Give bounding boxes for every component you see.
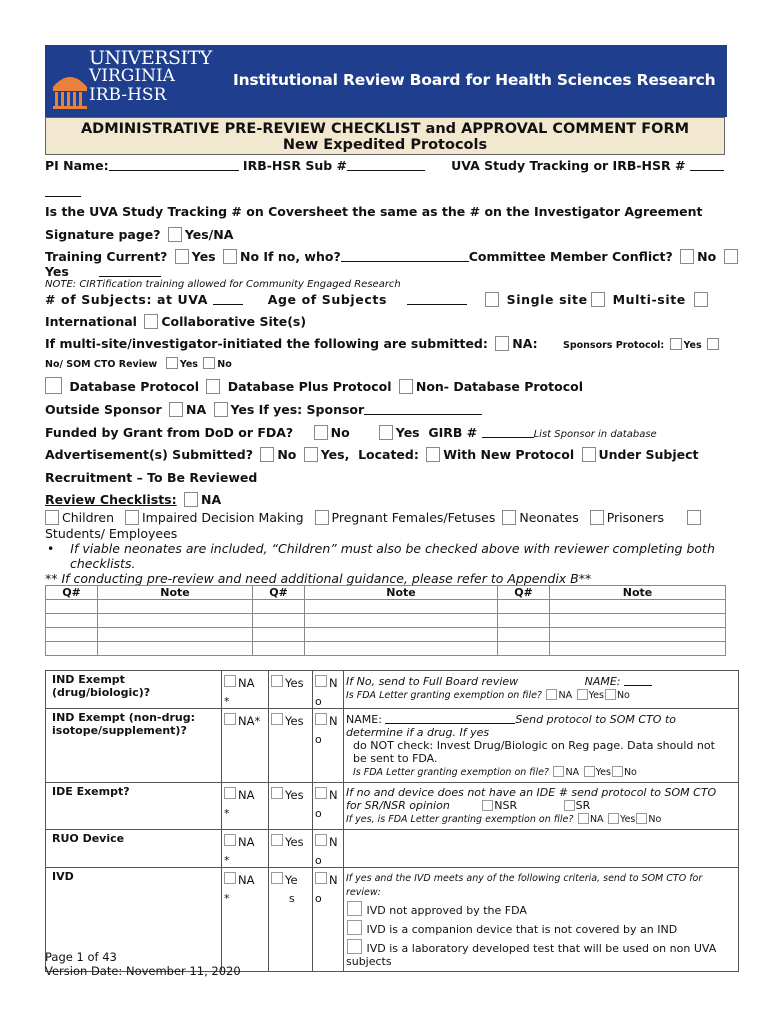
pi-line <box>45 158 724 173</box>
ivd-yes-label: Ye <box>285 873 298 887</box>
ide-desc-line1b: for SR/NSR opinion <box>346 799 450 812</box>
ivd-na-label: NA <box>238 873 255 887</box>
ide-no-checkbox[interactable] <box>315 787 327 799</box>
note-cell[interactable] <box>253 600 305 614</box>
table-row <box>46 642 726 656</box>
ruo-na-star: * <box>224 854 230 867</box>
note-cell[interactable] <box>46 600 98 614</box>
outside-yes-label: Yes If yes: Sponsor <box>230 402 365 417</box>
children-label: Children <box>62 510 115 525</box>
nondrug-name-field[interactable] <box>385 712 515 724</box>
nondrug-fda-na-label: NA <box>565 767 580 778</box>
nondrug-yes-cell <box>269 709 313 783</box>
multisite-question: If multi-site/investigator-initiated the following are submitted: <box>45 336 488 351</box>
ind-yes-cell <box>269 671 313 709</box>
single-site-label: Single site <box>506 292 588 307</box>
ivd-yes-label-cont: s <box>289 892 295 905</box>
ivd-desc-line1b: review: <box>346 887 381 898</box>
database-row <box>45 377 583 394</box>
ind-na-cell <box>222 671 269 709</box>
ivd-criteria-1-checkbox[interactable] <box>347 901 362 916</box>
ide-yes-label: Yes <box>285 788 304 802</box>
multi-site-label: Multi-site <box>612 292 686 307</box>
note-cell[interactable] <box>498 614 550 628</box>
yes-na-label: Yes/NA <box>184 227 234 242</box>
training-no-label: No If no, who? <box>239 249 341 264</box>
signature-page-label: Signature page? <box>45 227 161 242</box>
international-row <box>45 314 306 329</box>
bullet-neonates <box>47 541 715 556</box>
note-cell[interactable] <box>550 600 726 614</box>
ind-fda-no-label: No <box>616 690 630 701</box>
nondrug-no-checkbox[interactable] <box>315 713 327 725</box>
pregnant-checkbox[interactable] <box>315 510 329 525</box>
header-q: Q# <box>498 586 550 600</box>
training-row <box>45 249 741 264</box>
ruo-yes-cell <box>269 830 313 868</box>
ruo-device-label: RUO Device <box>46 830 222 868</box>
ruo-na-checkbox[interactable] <box>224 834 236 846</box>
review-na-checkbox[interactable] <box>184 492 198 507</box>
students-label: Students/ Employees <box>45 526 178 541</box>
table-row <box>46 709 739 783</box>
ind-desc-line1: If No, send to Full Board review <box>346 675 519 688</box>
logo-text-irb: IRB-HSR <box>89 85 167 105</box>
bullet-icon: • <box>47 541 55 556</box>
som-yes-label: Yes <box>179 359 198 370</box>
nondrug-fda-question: Is FDA Letter granting exemption on file? <box>353 767 549 778</box>
located-label: Located: <box>358 447 419 462</box>
funded-no-label: No <box>330 425 350 440</box>
funded-yes-label: Yes <box>395 425 420 440</box>
table-row <box>46 783 739 830</box>
nondrug-desc-line2: do NOT check: Invest Drug/Biologic on Reg page. Data should not <box>353 739 715 752</box>
note-cirt: NOTE: CIRTification training allowed for Community Engaged Research <box>45 279 401 290</box>
logo-text-virginia: VIRGINIA <box>89 66 175 86</box>
ivd-criteria-1-label: IVD not approved by the FDA <box>366 904 527 917</box>
age-subjects-label: Age of Subjects <box>267 292 388 307</box>
page-number: Page 1 of 43 <box>45 950 117 964</box>
ide-desc <box>344 783 739 830</box>
ivd-desc <box>344 868 739 972</box>
adv-yes-checkbox[interactable] <box>304 447 318 462</box>
students-checkbox[interactable] <box>687 510 701 525</box>
note-cell[interactable] <box>498 642 550 656</box>
ind-no-cell <box>313 671 344 709</box>
impaired-checkbox[interactable] <box>125 510 139 525</box>
database-protocol-checkbox[interactable] <box>45 377 62 394</box>
database-plus-label: Database Plus Protocol <box>227 379 392 394</box>
girb-label: GIRB # <box>428 425 478 440</box>
note-cell[interactable] <box>98 642 253 656</box>
irb-sub-field[interactable] <box>347 159 425 171</box>
note-cell[interactable] <box>98 600 253 614</box>
header-note: Note <box>550 586 726 600</box>
signature-page-checkbox[interactable] <box>168 227 182 242</box>
nondrug-yes-label: Yes <box>285 714 304 728</box>
training-who-field[interactable] <box>341 250 469 262</box>
nondrug-desc-line1b: determine if a drug. If yes <box>346 726 490 739</box>
nondrug-fda-no-checkbox[interactable] <box>612 766 623 777</box>
collab-sites-checkbox[interactable] <box>144 314 158 329</box>
ivd-no-label: N <box>329 873 338 887</box>
ivd-criteria-3-checkbox[interactable] <box>347 939 362 954</box>
conflict-yes-checkbox[interactable] <box>724 249 738 264</box>
ide-fda-no-label: No <box>648 814 662 825</box>
ide-yes-checkbox[interactable] <box>271 787 283 799</box>
nondrug-fda-yes-label: Yes <box>595 767 611 778</box>
ide-desc-line1: If no and device does not have an IDE # send protocol to SOM CTO <box>346 786 717 799</box>
ind-fda-yes-label: Yes <box>588 690 604 701</box>
ivd-criteria-3-label: IVD is a laboratory developed test that will be used on non UVA <box>366 942 717 955</box>
with-new-protocol-label: With New Protocol <box>443 447 575 462</box>
ivd-criteria-3-label-cont: subjects <box>346 955 392 968</box>
nondrug-name-label: NAME: <box>346 713 382 726</box>
advertisements-label: Advertisement(s) Submitted? <box>45 447 253 462</box>
nondrug-na-cell <box>222 709 269 783</box>
table-row <box>46 614 726 628</box>
pregnant-label: Pregnant Females/Fetuses <box>331 510 496 525</box>
multisite-na-checkbox[interactable] <box>495 336 509 351</box>
training-no-checkbox[interactable] <box>223 249 237 264</box>
ind-fda-question: Is FDA Letter granting exemption on file? <box>346 690 542 701</box>
checklist-options-row <box>45 510 704 525</box>
ind-na-star: * <box>224 695 230 708</box>
girb-field[interactable] <box>482 426 534 438</box>
uva-tracking-field-cont[interactable] <box>45 181 81 200</box>
nondrug-desc-line1: Send protocol to SOM CTO to <box>515 713 676 726</box>
ind-yes-checkbox[interactable] <box>271 675 283 687</box>
conflict-yes-label: Yes <box>45 264 69 279</box>
with-new-protocol-checkbox[interactable] <box>426 447 440 462</box>
table-row <box>46 671 739 709</box>
ind-name-label: NAME: <box>584 675 621 688</box>
ide-exempt-label: IDE Exempt? <box>46 783 222 830</box>
bullet-text: If viable neonates are included, “Children” must also be checked above with reviewer completing both <box>70 541 715 556</box>
children-checkbox[interactable] <box>45 510 59 525</box>
ind-fda-yes-checkbox[interactable] <box>577 689 588 700</box>
rotunda-logo-icon <box>51 67 89 109</box>
ide-na-star: * <box>224 807 230 820</box>
adv-no-checkbox[interactable] <box>260 447 274 462</box>
multi-site-checkbox[interactable] <box>591 292 605 307</box>
ind-no-label-cont: o <box>315 695 322 708</box>
ruo-no-cell <box>313 830 344 868</box>
q-tracking-same: Is the UVA Study Tracking # on Coversheet the same as the # on the Investigator Agreement <box>45 204 703 219</box>
note-cell[interactable] <box>550 628 726 642</box>
blank-line <box>99 265 161 277</box>
note-cell[interactable] <box>498 600 550 614</box>
ivd-na-star: * <box>224 892 230 905</box>
funded-yes-checkbox[interactable] <box>379 425 393 440</box>
ruo-na-cell <box>222 830 269 868</box>
note-cell[interactable] <box>253 628 305 642</box>
multisite-row <box>45 336 538 351</box>
ruo-desc <box>344 830 739 868</box>
under-subject-label: Under Subject <box>598 447 699 462</box>
nondrug-na-checkbox[interactable] <box>224 713 236 725</box>
ind-yes-label: Yes <box>285 676 304 690</box>
ruo-no-label-cont: o <box>315 854 322 867</box>
ide-no-label: N <box>329 788 338 802</box>
ivd-desc-line1: If yes and the IVD meets any of the following criteria, send to SOM CTO for <box>346 873 703 884</box>
neonates-label: Neonates <box>519 510 579 525</box>
conflict-no-checkbox[interactable] <box>680 249 694 264</box>
single-site-checkbox[interactable] <box>485 292 499 307</box>
impaired-label: Impaired Decision Making <box>141 510 304 525</box>
ruo-yes-label: Yes <box>285 835 304 849</box>
ide-yes-cell <box>269 783 313 830</box>
ind-no-checkbox[interactable] <box>315 675 327 687</box>
exempt-table <box>45 670 739 972</box>
list-sponsor-note: List Sponsor in database <box>533 429 657 440</box>
som-cto-yes-checkbox[interactable] <box>166 357 178 369</box>
review-checklists-row <box>45 492 221 507</box>
prisoners-label: Prisoners <box>606 510 665 525</box>
adv-no-label: No <box>277 447 297 462</box>
sponsors-yes-label: Yes <box>683 340 702 351</box>
ivd-na-checkbox[interactable] <box>224 872 236 884</box>
note-cell[interactable] <box>305 642 498 656</box>
training-yes-checkbox[interactable] <box>175 249 189 264</box>
ind-name-field[interactable] <box>624 674 652 686</box>
recruitment-label: Recruitment – To Be Reviewed <box>45 470 258 485</box>
uva-tracking-field[interactable] <box>690 159 724 171</box>
ruo-no-checkbox[interactable] <box>315 834 327 846</box>
neonates-checkbox[interactable] <box>502 510 516 525</box>
irb-sub-label: IRB-HSR Sub # <box>242 158 348 173</box>
table-row <box>46 830 739 868</box>
header-note: Note <box>98 586 253 600</box>
training-current-label: Training Current? <box>45 249 168 264</box>
ide-no-cell <box>313 783 344 830</box>
bullet-text-cont: checklists. <box>70 556 136 571</box>
nondrug-yes-checkbox[interactable] <box>271 713 283 725</box>
note-cell[interactable] <box>46 642 98 656</box>
review-na-label: NA <box>200 492 222 507</box>
ind-na-checkbox[interactable] <box>224 675 236 687</box>
ruo-no-label: N <box>329 835 338 849</box>
header-note: Note <box>305 586 498 600</box>
som-cto-no-checkbox[interactable] <box>203 357 215 369</box>
sponsors-protocol-yes-checkbox[interactable] <box>670 338 682 350</box>
database-plus-checkbox[interactable] <box>206 379 220 394</box>
version-date: Version Date: November 11, 2020 <box>45 964 241 978</box>
note-cell[interactable] <box>253 614 305 628</box>
database-protocol-label: Database Protocol <box>69 379 199 394</box>
ind-exempt-label: IND Exempt (drug/biologic)? <box>46 671 222 709</box>
non-database-checkbox[interactable] <box>399 379 413 394</box>
table-row <box>46 600 726 614</box>
nondrug-na-label: NA* <box>238 714 261 728</box>
ide-fda-yes-label: Yes <box>620 814 636 825</box>
note-cell[interactable] <box>46 614 98 628</box>
age-subjects-field[interactable] <box>407 293 467 305</box>
ide-fda-na-checkbox[interactable] <box>578 813 589 824</box>
ide-na-checkbox[interactable] <box>224 787 236 799</box>
form-subtitle: New Expedited Protocols <box>282 137 488 153</box>
non-database-label: Non- Database Protocol <box>415 379 583 394</box>
ide-no-label-cont: o <box>315 807 322 820</box>
training-yes-label: Yes <box>191 249 216 264</box>
advertisement-row <box>45 447 699 462</box>
note-cell[interactable] <box>305 600 498 614</box>
nondrug-no-label-cont: o <box>315 733 322 746</box>
ivd-na-cell <box>222 868 269 972</box>
som-no-label: No <box>217 359 232 370</box>
ind-fda-na-checkbox[interactable] <box>546 689 557 700</box>
outside-sponsor-label: Outside Sponsor <box>45 402 162 417</box>
ivd-yes-cell <box>269 868 313 972</box>
ivd-no-checkbox[interactable] <box>315 872 327 884</box>
num-subjects-label: # of Subjects: at UVA <box>45 292 209 307</box>
note-cell[interactable] <box>98 614 253 628</box>
note-cell[interactable] <box>305 628 498 642</box>
nondrug-fda-yes-checkbox[interactable] <box>584 766 595 777</box>
header-q: Q# <box>46 586 98 600</box>
som-cto-row <box>45 357 232 370</box>
international-label: International <box>45 314 137 329</box>
form-title-box <box>45 117 725 155</box>
uva-tracking-label: UVA Study Tracking or IRB-HSR # <box>451 158 686 173</box>
funded-row <box>45 425 657 440</box>
outside-sponsor-row <box>45 402 482 417</box>
under-subject-checkbox[interactable] <box>582 447 596 462</box>
ind-na-label: NA <box>238 676 255 690</box>
appendix-note: ** If conducting pre-review and need additional guidance, please refer to Appendix B** <box>45 571 592 586</box>
conflict-no-label: No <box>697 249 717 264</box>
ide-sr-checkbox[interactable] <box>564 800 575 811</box>
sponsors-protocol-no-checkbox[interactable] <box>707 338 719 350</box>
review-checklists-label: Review Checklists: <box>45 492 177 507</box>
ind-fda-no-checkbox[interactable] <box>605 689 616 700</box>
note-cell[interactable] <box>98 628 253 642</box>
logo-text-university: UNIVERSITY <box>89 47 212 69</box>
nondrug-no-cell <box>313 709 344 783</box>
nondrug-no-label: N <box>329 714 338 728</box>
ide-na-label: NA <box>238 788 255 802</box>
header-banner <box>45 45 727 117</box>
ide-fda-question: If yes, is FDA Letter granting exemption on file? <box>346 814 574 825</box>
outside-na-label: NA <box>186 402 207 417</box>
prisoners-checkbox[interactable] <box>590 510 604 525</box>
sponsors-protocol-row <box>563 338 721 351</box>
ind-desc <box>344 671 739 709</box>
ivd-criteria-2-checkbox[interactable] <box>347 920 362 935</box>
ide-nsr-label: NSR <box>494 799 518 812</box>
nondrug-desc-line2b: be sent to FDA. <box>353 752 438 765</box>
collab-sites-label: Collaborative Site(s) <box>161 314 307 329</box>
num-subjects-field[interactable] <box>213 293 243 305</box>
sponsors-protocol-label: Sponsors Protocol: <box>563 340 665 351</box>
conflict-yes-row <box>45 264 161 279</box>
ivd-criteria-2-label: IVD is a companion device that is not covered by an IND <box>366 923 678 936</box>
note-cell[interactable] <box>305 614 498 628</box>
ivd-no-cell <box>313 868 344 972</box>
nondrug-fda-na-checkbox[interactable] <box>553 766 564 777</box>
pi-name-label: PI Name: <box>45 158 109 173</box>
funded-no-checkbox[interactable] <box>314 425 328 440</box>
ind-fda-na-label: NA <box>558 690 573 701</box>
ivd-no-label-cont: o <box>315 892 322 905</box>
table-row <box>46 628 726 642</box>
ide-nsr-checkbox[interactable] <box>482 800 493 811</box>
banner-title: Institutional Review Board for Health Sciences Research <box>233 71 716 89</box>
note-table <box>45 585 726 656</box>
note-cell[interactable] <box>550 642 726 656</box>
sponsor-field[interactable] <box>364 403 482 415</box>
ide-na-cell <box>222 783 269 830</box>
signature-page-row <box>45 227 233 242</box>
committee-conflict-label: Committee Member Conflict? <box>468 249 673 264</box>
pi-name-field[interactable] <box>109 159 239 171</box>
ruo-yes-checkbox[interactable] <box>271 834 283 846</box>
note-cell[interactable] <box>46 628 98 642</box>
subjects-row <box>45 292 711 307</box>
ide-fda-na-label: NA <box>589 814 604 825</box>
ide-fda-no-checkbox[interactable] <box>636 813 647 824</box>
funded-dod-label: Funded by Grant from DoD or FDA? <box>45 425 294 440</box>
international-checkbox[interactable] <box>694 292 708 307</box>
ivd-label: IVD <box>46 868 222 972</box>
note-cell[interactable] <box>498 628 550 642</box>
nondrug-fda-no-label: No <box>623 767 637 778</box>
header-q: Q# <box>253 586 305 600</box>
adv-yes-label: Yes, <box>320 447 350 462</box>
note-cell[interactable] <box>253 642 305 656</box>
ide-fda-yes-checkbox[interactable] <box>608 813 619 824</box>
ivd-yes-checkbox[interactable] <box>271 872 283 884</box>
no-som-cto-label: No/ SOM CTO Review <box>45 359 158 370</box>
ruo-na-label: NA <box>238 835 255 849</box>
outside-sponsor-yes-checkbox[interactable] <box>214 402 228 417</box>
note-cell[interactable] <box>550 614 726 628</box>
ind-no-label: N <box>329 676 338 690</box>
ide-sr-label: SR <box>575 799 591 812</box>
nondrug-desc <box>344 709 739 783</box>
note-table-header <box>46 586 726 600</box>
table-row <box>46 868 739 972</box>
multisite-na-label: NA: <box>512 336 538 351</box>
ind-nondrug-label: IND Exempt (non-drug: isotope/supplement)? <box>46 709 222 783</box>
form-title: ADMINISTRATIVE PRE-REVIEW CHECKLIST and APPROVAL COMMENT FORM <box>80 121 690 137</box>
outside-sponsor-na-checkbox[interactable] <box>169 402 183 417</box>
